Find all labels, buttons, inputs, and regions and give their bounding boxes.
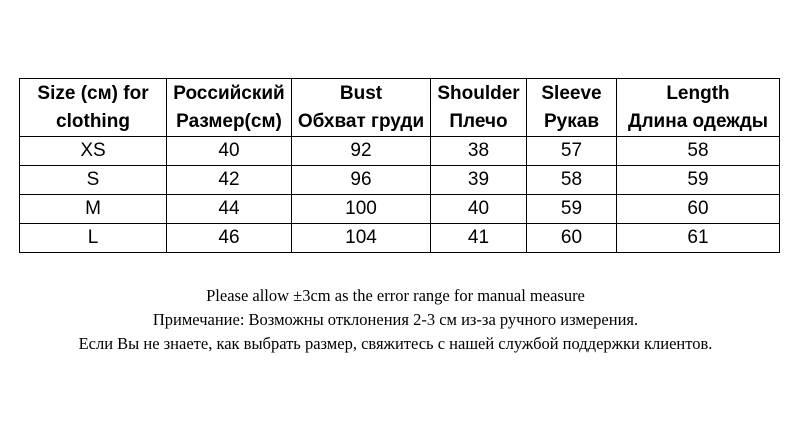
header-label-ru: Длина одежды [627,110,769,132]
cell-size: S [20,166,167,195]
header-label-en: Российский [173,82,285,104]
cell-russian-size: 42 [167,166,292,195]
note-contact-support-ru: Если Вы не знаете, как выбрать размер, свяжитесь с нашей службой поддержки клиентов. [78,334,713,353]
cell-russian-size: 40 [167,137,292,166]
cell-bust: 100 [292,195,431,224]
cell-sleeve: 57 [527,137,617,166]
cell-sleeve: 60 [527,224,617,253]
size-chart-table [19,78,780,253]
cell-bust: 92 [292,137,431,166]
cell-bust: 104 [292,224,431,253]
cell-length: 59 [617,166,780,195]
header-russian-size [167,79,292,137]
header-label-en: Size (см) for [37,82,149,104]
header-label-ru: Рукав [544,110,599,132]
cell-size: L [20,224,167,253]
cell-length: 58 [617,137,780,166]
header-sleeve [527,79,617,137]
note-deviation-ru: Примечание: Возможны отклонения 2-3 см из-за ручного измерения. [152,310,639,329]
header-label-en: Shoulder [437,82,520,104]
header-label-en: Sleeve [541,82,602,104]
cell-shoulder: 39 [431,166,527,195]
table-header-row [20,79,780,137]
table-row [20,224,780,253]
header-shoulder [431,79,527,137]
header-label-en: Length [666,82,730,104]
table-row [20,195,780,224]
cell-shoulder: 40 [431,195,527,224]
header-length [617,79,780,137]
measurement-notes [0,284,791,356]
cell-bust: 96 [292,166,431,195]
cell-size: XS [20,137,167,166]
header-bust [292,79,431,137]
header-label-en: Bust [339,82,383,104]
cell-length: 61 [617,224,780,253]
header-size [20,79,167,137]
header-label-ru: clothing [56,110,130,132]
note-error-range: Please allow ±3cm as the error range for manual measure [206,286,585,305]
header-label-ru: Размер(см) [176,110,282,132]
cell-shoulder: 41 [431,224,527,253]
cell-russian-size: 46 [167,224,292,253]
table-row [20,137,780,166]
cell-size: M [20,195,167,224]
cell-sleeve: 58 [527,166,617,195]
cell-length: 60 [617,195,780,224]
table-row [20,166,780,195]
header-label-ru: Плечо [449,110,508,132]
cell-russian-size: 44 [167,195,292,224]
cell-shoulder: 38 [431,137,527,166]
cell-sleeve: 59 [527,195,617,224]
header-label-ru: Обхват груди [297,110,425,132]
